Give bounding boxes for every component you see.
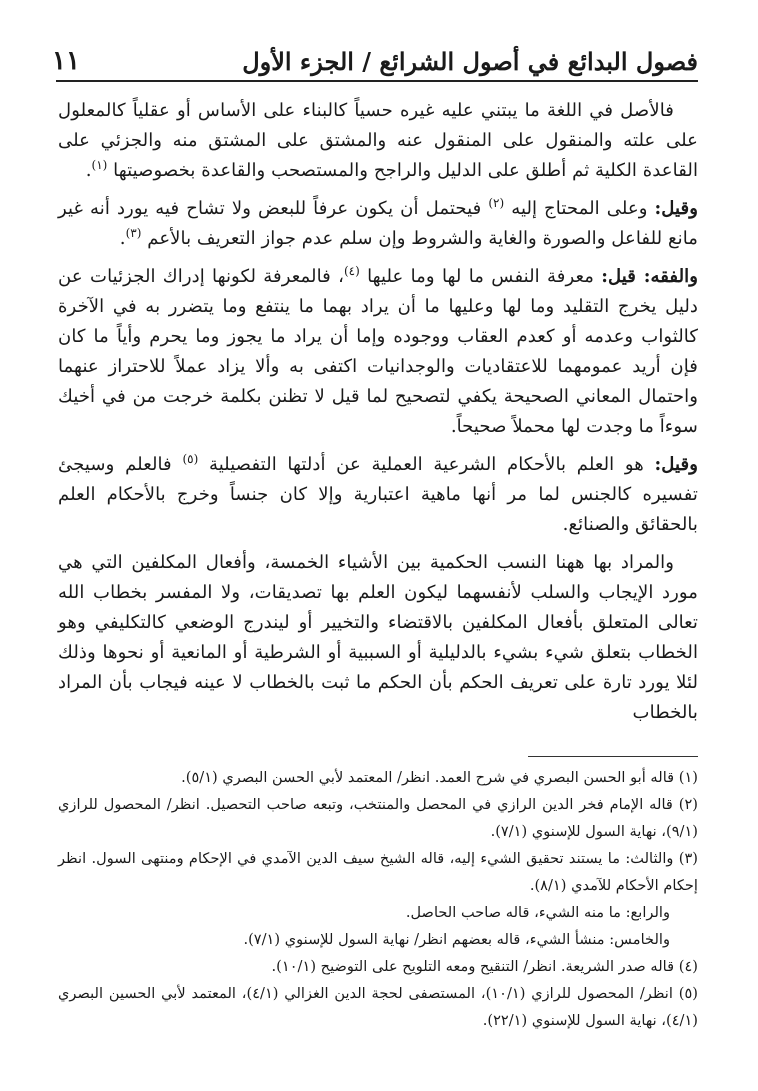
page-header [52,36,698,76]
paragraph-5 [58,548,698,728]
paragraph-2-text-b: فيحتمل أن يكون عرفاً للبعض ولا تشاح فيه يورد أنه غير مانع للفاعل والصورة والغاية والشروط وإن سلم عدم جواز التعريف بالأعم [58,198,698,249]
footnote-3: (٣) والثالث: ما يستند تحقيق الشيء إليه، قاله الشيخ سيف الدين الآمدي في الإحكام ومنتهى السول. انظر إحكام الأحكام للآمدي (٨/١). [58,850,698,894]
paragraph-5-text: والمراد بها ههنا النسب الحكمية بين الأشياء الخمسة، وأفعال المكلفين التي هي مورد الإيجاب والسلب لأنفسهما ليكون العلم بها تصديقات، ولا المفسر بخطاب الله تعالى المتعلق بأفعال المكلفين بالاقتضاء والتخيير أو ليندرج الوضعي كالتكليفي وهو الخطاب بتعلق شيء بشيء بالدليلية أو السببية أو الشرطية أو المانعية أو نحوها وذلك لئلا يورد تارة على تعريف الحكم بأن الحكم ما ثبت بالخطاب لا عينه فيجاب بأن المراد بالخطاب [58,552,698,723]
footnote-divider [528,756,698,757]
paragraph-3-term: والفقه: قيل: [601,266,698,287]
footnotes [58,764,698,1034]
footnote-1: (١) قاله أبو الحسن البصري في شرح العمد. انظر/ المعتمد لأبي الحسن البصري (٥/١). [181,769,698,786]
paragraph-3-text-a: معرفة النفس ما لها وما عليها [367,266,602,287]
running-title: فصول البدائع في أصول الشرائع / الجزء الأول [242,47,698,76]
paragraph-2-term: وقيل: [654,198,698,219]
footnote-ref-3[interactable]: (٣) [125,225,142,240]
paragraph-1-text: فالأصل في اللغة ما يبتني عليه غيره حسياً كالبناء على الأساس أو عقلياً كالمعلول على علته والمنقول على المنقول عنه والمشتق على المشتق منه والجزئي على القاعدة الكلية ثم أطلق على الدليل والراجح والمستصحب والقاعدة بخصوصيتها [58,100,698,181]
paragraph-4 [58,450,698,540]
footnote-3-part-4: والرابع: ما منه الشيء، قاله صاحب الحاصل. [405,904,670,921]
paragraph-2 [58,194,698,254]
footnote-2: (٢) قاله الإمام فخر الدين الرازي في المحصل والمنتخب، وتبعه صاحب التحصيل. انظر/ المحصول للرازي (٩/١)، نهاية السول للإسنوي (٧/١). [58,796,698,840]
paragraph-1 [58,96,698,186]
paragraph-2-end: . [119,228,126,249]
paragraph-4-text-a: هو العلم بالأحكام الشرعية العملية عن أدلتها التفصيلية [208,454,655,475]
paragraph-4-text-b: فالعلم وسيجئ تفسيره كالجنس لما مر أنها ماهية اعتبارية وإلا كان جنساً وخرج بالأحكام العلم بالحقائق والصنائع. [58,454,698,535]
footnote-4: (٤) قاله صدر الشريعة. انظر/ التنقيح ومعه التلويح على التوضيح (١٠/١). [271,958,698,975]
footnote-3-part-5: والخامس: منشأ الشيء، قاله بعضهم انظر/ نهاية السول للإسنوي (٧/١). [243,931,670,948]
footnote-ref-5[interactable]: (٥) [182,451,199,466]
header-rule [56,80,698,82]
footnote-ref-4[interactable]: (٤) [343,263,360,278]
paragraph-2-text-a: وعلى المحتاج إليه [511,198,655,219]
paragraph-3-text-b: ، فالمعرفة لكونها إدراك الجزئيات عن دليل يخرج التقليد وما لها وعليها ما أن يراد بهما ما ينتفع وما يتضرر به في الآخرة كالثواب وعدمه أو كعدم العقاب ووجوده وإما أن يراد ما يجوز وما يحرم وأياً ما كان فإن أريد عمومهما للاعتقاديات والوجدانيات اكتفى به وألا يزاد عملاً للاحتراز عنهما واحتمال المعاني الصحيحة يكفي لتصحيح لما قيل لا تظنن بكلمة خرجت من في أخيك سوءاً ما وجدت لها محملاً صحيحاً. [58,266,698,437]
paragraph-4-term: وقيل: [654,454,698,475]
main-text [58,96,698,736]
paragraph-1-end: . [85,160,92,181]
footnote-5: (٥) انظر/ المحصول للرازي (١٠/١)، المستصفى لحجة الدين الغزالي (٤/١)، المعتمد لأبي الحسين البصري (٤/١)، نهاية السول للإسنوي (٢٢/١). [58,985,698,1029]
footnote-ref-1[interactable]: (١) [91,157,108,172]
page-number: ١١ [52,46,80,76]
footnote-ref-2[interactable]: (٢) [488,195,505,210]
paragraph-3 [58,262,698,442]
